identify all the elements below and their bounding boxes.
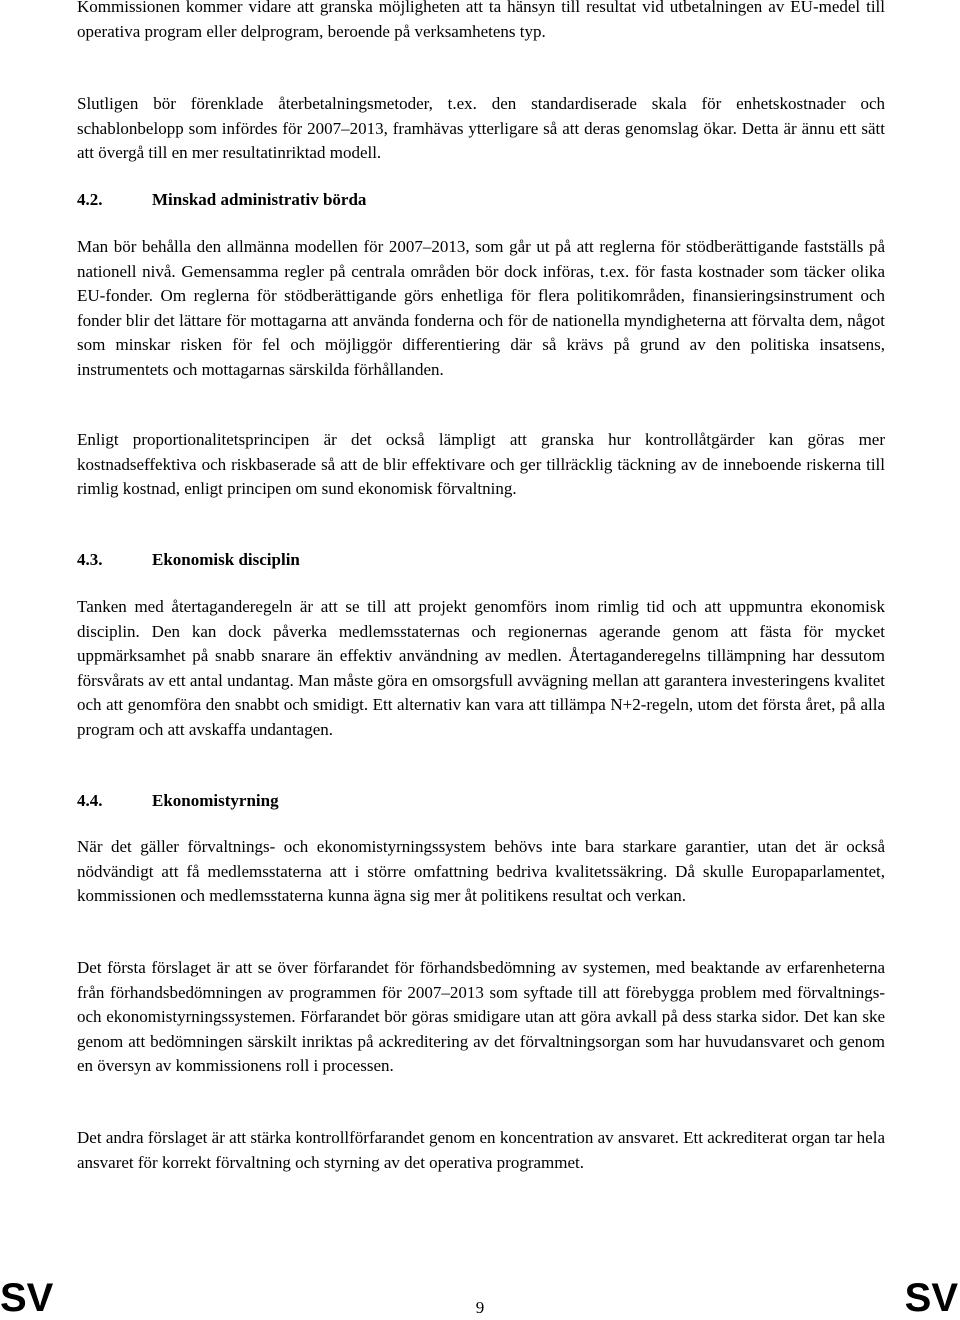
language-code-right: SV — [904, 1276, 958, 1320]
paragraph-simplified-costs: Slutligen bör förenklade återbetalningsmetoder, t.ex. den standardiserade skala för enhetskostnader och schablonbelopp som infördes för 2007–2013, framhävas ytterligare så att deras genomslag ökar. Detta är ännu ett sätt att övergå till en mer resultatinriktad modell. — [77, 94, 885, 162]
page-number: 9 — [475, 1298, 485, 1317]
section-title: Ekonomisk disciplin — [152, 550, 300, 569]
section-number: 4.3. — [77, 550, 103, 569]
section-number: 4.4. — [77, 791, 103, 810]
section-heading-4-2 — [77, 188, 366, 213]
paragraph-management-systems: När det gäller förvaltnings- och ekonomistyrningssystem behövs inte bara starkare garantier, utan det är också nödvändigt att få medlemsstaterna att i större omfattning bedriva kvalitetssäkring. Då skulle Europaparlamentet, kommissionen och medlemsstaterna kunna ägna sig mer åt politikens resultat och verkan. — [77, 837, 885, 905]
paragraph-second-proposal: Det andra förslaget är att stärka kontrollförfarandet genom en koncentration av ansvaret. Ett ackrediterat organ tar hela ansvaret för korrekt förvaltning och styrning av det operativa programmet. — [77, 1128, 885, 1172]
section-title: Ekonomistyrning — [152, 791, 279, 810]
paragraph-decommitment-rule: Tanken med återtaganderegeln är att se till att projekt genomförs inom rimlig tid och att uppmuntra ekonomisk disciplin. Den kan dock påverka medlemsstaternas och regionernas agerande genom att fästa för mycket uppmärksamhet på snabb snarare än effektiv användning av medlen. Återtaganderegelns tillämpning har dessutom försvårats av ett antal undantag. Man måste göra en omsorgsfull avvägning mellan att garantera investeringens kvalitet och att genomföra den snabbt och smidigt. Ett alternativ kan vara att tillämpa N+2-regeln, utom det första året, på alla program och att avskaffa undantagen. — [77, 597, 885, 739]
paragraph-first-proposal: Det första förslaget är att se över förfarandet för förhandsbedömning av systemen, med beaktande av erfarenheterna från förhandsbedömningen av programmen för 2007–2013 som syftade till att förebygga problem med förvaltnings- och ekonomistyrningssystemen. Förfarandet bör göras smidigare utan att göra avkall på dess starka sidor. Det kan ske genom att bedömningen särskilt inriktas på ackreditering av det förvaltningsorgan som har huvudansvaret och genom en översyn av kommissionens roll i processen. — [77, 958, 885, 1075]
language-code-left: SV — [0, 1276, 54, 1320]
section-heading-4-4 — [77, 789, 279, 814]
paragraph-proportionality: Enligt proportionalitetsprincipen är det också lämpligt att granska hur kontrollåtgärder kan göras mer kostnadseffektiva och riskbaserade så att de blir effektivare och ger tillräcklig täckning av de inneboende riskerna till rimlig kostnad, enligt principen om sund ekonomisk förvaltning. — [77, 430, 885, 498]
paragraph-results-payment: Kommissionen kommer vidare att granska möjligheten att ta hänsyn till resultat vid utbetalningen av EU-medel till operativa program eller delprogram, beroende på verksamhetens typ. — [77, 0, 885, 41]
section-title: Minskad administrativ börda — [152, 190, 367, 209]
section-number: 4.2. — [77, 190, 103, 209]
paragraph-eligibility-rules: Man bör behålla den allmänna modellen för 2007–2013, som går ut på att reglerna för stödberättigande fastställs på nationell nivå. Gemensamma regler på centrala områden bör dock införas, t.ex. för fasta kostnader som täcker olika EU-fonder. Om reglerna för stödberättigande görs enhetliga för flera politikområden, finansieringsinstrument och fonder blir det lättare för mottagarna att använda fonderna och för de nationella myndigheterna att förvalta dem, något som minskar risken för fel och möjliggör differentiering där så krävs på grund av den politiska insatsens, instrumentets och mottagarnas särskilda förhållanden. — [77, 237, 885, 379]
section-heading-4-3 — [77, 548, 300, 573]
